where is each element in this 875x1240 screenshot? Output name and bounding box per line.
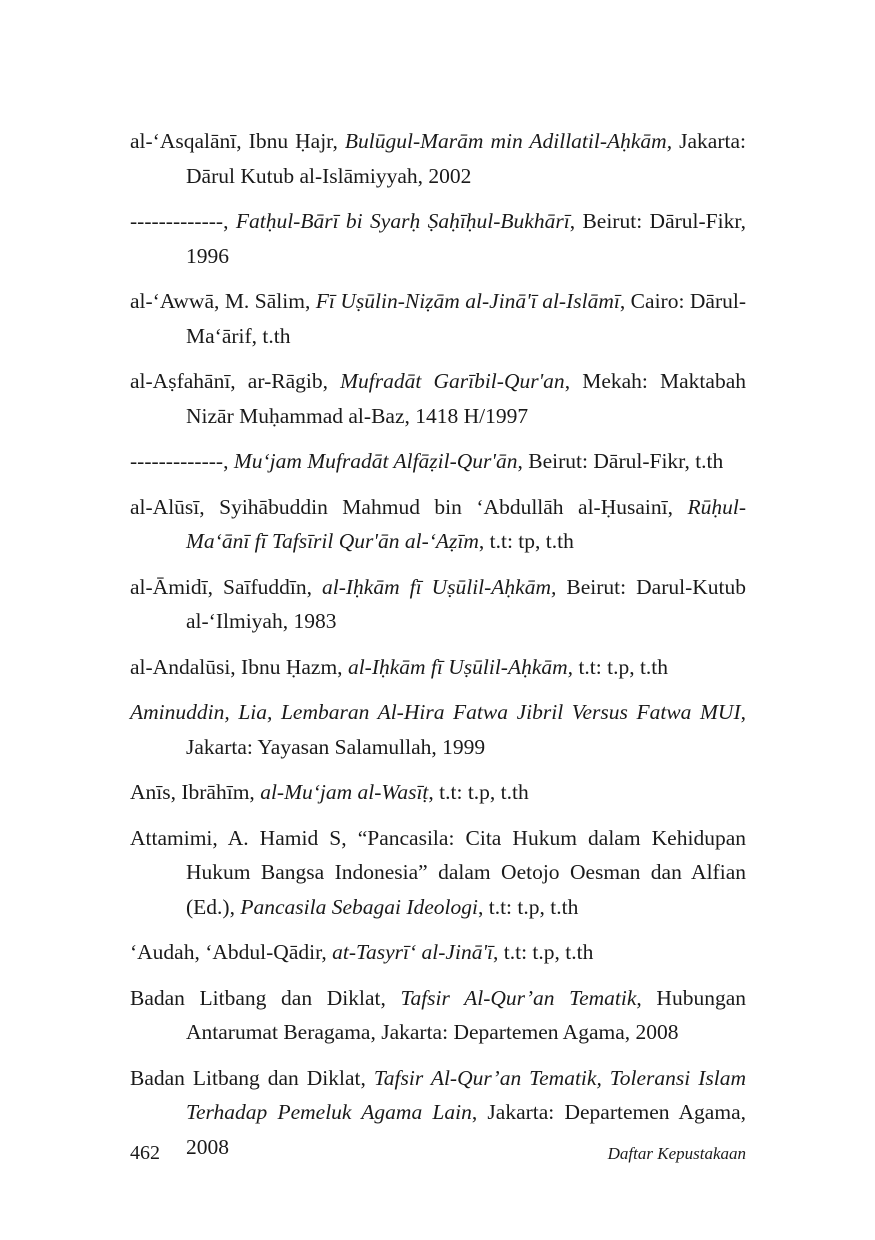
entry-author: al-‘Asqalānī, Ibnu Ḥajr, xyxy=(130,129,345,153)
entry-author: al-Alūsī, Syihābuddin Mahmud bin ‘Abdullāh al-Ḥusainī, xyxy=(130,494,688,519)
entry-title: Pancasila Sebagai Ideologi xyxy=(240,894,478,919)
entry-publication: , Jakarta: Departemen Agama, 2008 xyxy=(186,1100,746,1159)
entry-publication: , Beirut: Dārul-Fikr, t.th xyxy=(517,449,724,473)
bibliography-entry xyxy=(130,650,746,685)
bibliography-entry xyxy=(130,695,746,764)
page-number: 462 xyxy=(130,1142,160,1164)
bibliography-entry xyxy=(130,444,746,479)
entry-author: Badan Litbang dan Diklat, xyxy=(130,985,401,1010)
entry-publication: , t.t: t.p, t.th xyxy=(493,940,594,964)
entry-title: Fatḥul-Bārī bi Syarḥ Ṣaḥīḥul-Bukhārī xyxy=(235,209,570,233)
bibliography-entry xyxy=(130,981,746,1050)
entry-publication: , Cairo: Dārul-Ma‘ārif, t.th xyxy=(186,289,746,348)
bibliography-entry xyxy=(130,570,746,639)
entry-publication: Jakarta: Dārul Kutub al-Islāmiyyah, 2002 xyxy=(186,129,746,188)
entry-publication: t.t: t.p, t.th xyxy=(573,654,669,679)
bibliography-entry xyxy=(130,364,746,433)
bibliography-list xyxy=(130,124,746,1175)
bibliography-entry xyxy=(130,775,746,810)
entry-publication: , t.t: t.p, t.th xyxy=(428,780,529,804)
entry-publication: , Mekah: Maktabah Nizār Muḥammad al-Baz, 1418 H/1997 xyxy=(186,369,746,428)
page-footer xyxy=(130,1142,746,1172)
entry-author: Badan Litbang dan Diklat, xyxy=(130,1065,374,1090)
entry-title: Tafsir Al-Qur’an Tematik xyxy=(400,985,637,1010)
running-title: Daftar Kepustakaan xyxy=(607,1144,746,1163)
entry-author: al-Andalūsi, Ibnu Ḥazm, xyxy=(130,654,348,679)
entry-author: al-Aṣfahānī, ar-Rāgib, xyxy=(130,369,341,393)
entry-title: al-Mu‘jam al-Wasīṭ xyxy=(260,780,429,804)
entry-title: Rūḥul-Ma‘ānī fī Tafsīril Qur'ān al-‘Aẓīm xyxy=(186,494,746,553)
entry-author: Attamimi, A. Hamid S, “Pancasila: Cita Hukum dalam Kehidupan Hukum Bangsa Indonesia” dalam Oetojo Oesman dan Alfian (Ed.), xyxy=(130,825,746,919)
bibliography-entry xyxy=(130,490,746,559)
entry-title: Fī Uṣūlin-Niẓām al-Jinā'ī al-Islāmī xyxy=(315,289,620,313)
entry-title: al-Iḥkām fī Uṣūlil-Aḥkām, xyxy=(347,654,574,679)
entry-publication: , Jakarta: Yayasan Salamullah, 1999 xyxy=(186,700,746,759)
entry-title: at-Tasyrī‘ al-Jinā'ī xyxy=(332,940,494,964)
entry-publication: , t.t: tp, t.th xyxy=(478,529,574,553)
entry-publication: , Beirut: Dārul-Fikr, 1996 xyxy=(186,209,747,268)
bibliography-entry xyxy=(130,821,746,925)
entry-author: al-‘Awwā, M. Sālim, xyxy=(130,289,316,313)
entry-publication: , Hubungan Antarumat Beragama, Jakarta: Departemen Agama, 2008 xyxy=(186,985,746,1044)
entry-title: Aminuddin, Lia, Lembaran Al-Hira Fatwa Jibril Versus Fatwa MUI xyxy=(130,700,741,724)
entry-author: -------------, xyxy=(130,209,236,233)
bibliography-entry xyxy=(130,284,746,353)
entry-author: al-Āmidī, Saīfuddīn, xyxy=(130,574,322,599)
entry-author: ‘Audah, ‘Abdul-Qādir, xyxy=(130,940,333,964)
entry-publication: Beirut: Darul-Kutub al-‘Ilmiyah, 1983 xyxy=(186,574,746,633)
bibliography-entry xyxy=(130,124,746,193)
bibliography-entry xyxy=(130,204,746,273)
entry-title: Mufradāt Garībil-Qur'an xyxy=(340,369,565,393)
entry-title: al-Iḥkām fī Uṣūlil-Aḥkām, xyxy=(322,574,557,599)
entry-title: Mu‘jam Mufradāt Alfāẓil-Qur'ān xyxy=(233,449,518,473)
entry-author: Anīs, Ibrāhīm, xyxy=(130,780,261,804)
entry-title: Tafsir Al-Qur’an Tematik, Toleransi Islam Terhadap Pemeluk Agama Lain xyxy=(186,1065,746,1124)
entry-title: Bulūgul-Marām min Adillatil-Aḥkām, xyxy=(344,129,673,153)
entry-author: -------------, xyxy=(130,449,234,473)
bibliography-entry xyxy=(130,935,746,970)
entry-publication: , t.t: t.p, t.th xyxy=(477,894,579,919)
